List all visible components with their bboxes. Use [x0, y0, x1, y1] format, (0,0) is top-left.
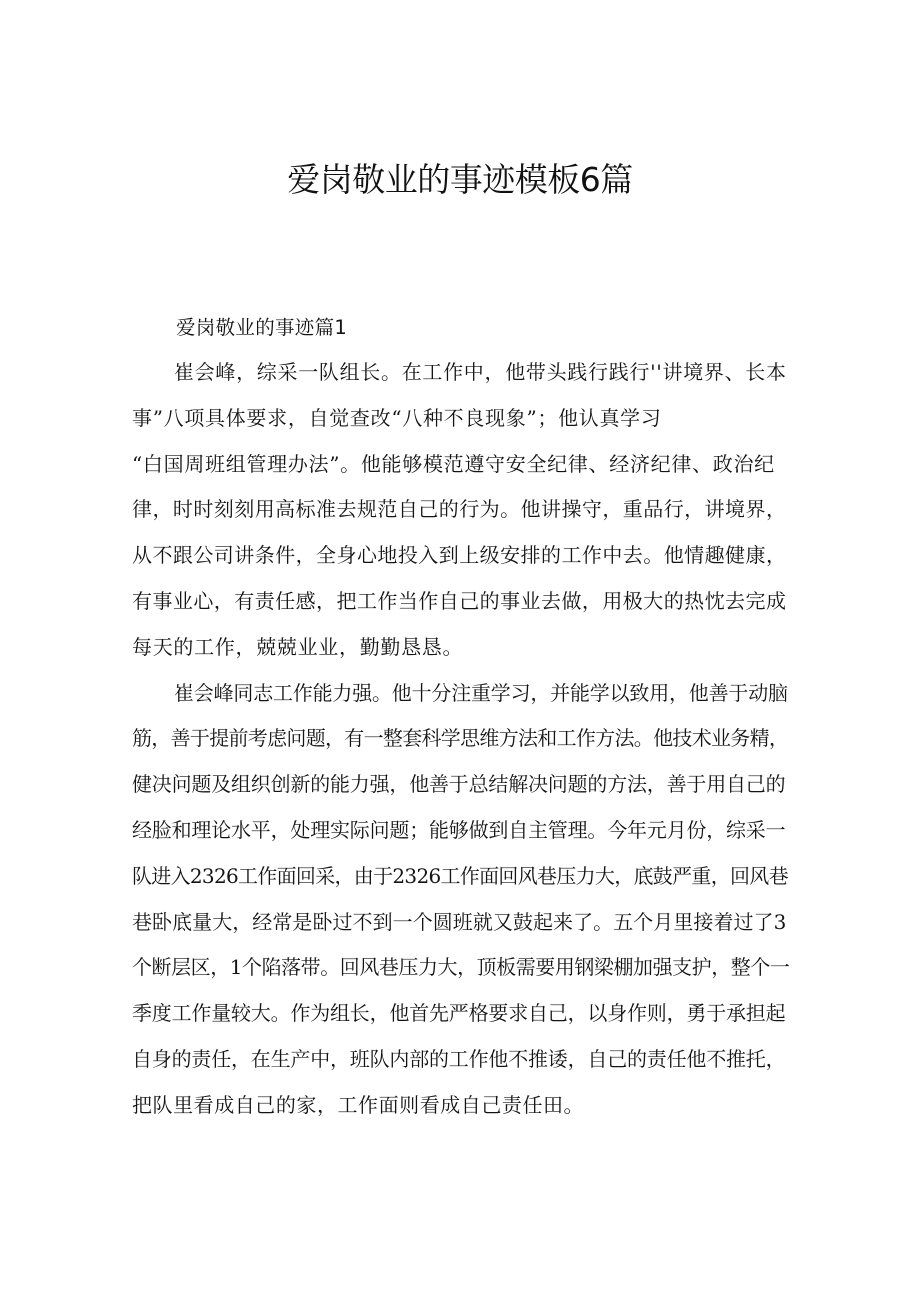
paragraph-line: 季度工作量较大。作为组长，他首先严格要求自己，以身作则，勇于承担起: [132, 1001, 786, 1026]
paragraph-line: 个断层区，1个陷落带。回风巷压力大，顶板需要用钢梁棚加强支护，整个一: [132, 955, 790, 980]
paragraph-line: 经脸和理论水平，处理实际问题；能够做到自主管理。今年元月份，综采一: [132, 817, 786, 842]
document-title: 爱岗敬业的事迹模板6篇: [287, 160, 633, 199]
document-body: [132, 305, 792, 1129]
paragraph-line: 每天的工作，兢兢业业，勤勤恳恳。: [132, 634, 464, 659]
paragraph-line: 健决问题及组织创新的能力强，他善于总结解决问题的方法，善于用自己的: [132, 772, 786, 797]
paragraph-line: 巷卧底量大，经常是卧过不到一个圆班就又鼓起来了。五个月里接着过了3: [132, 909, 787, 934]
paragraph-line: 崔会峰，综采一队组长。在工作中，他带头践行践行''讲境界、长本: [174, 360, 787, 384]
paragraph-line: 崔会峰同志工作能力强。他十分注重学习，并能学以致用，他善于动脑: [174, 680, 788, 705]
paragraph-line: 把队里看成自己的家，工作面则看成自己责任田。: [132, 1092, 585, 1117]
paragraph-line: 有事业心，有责任感，把工作当作自己的事业去做，用极大的热忱去完成: [132, 588, 787, 613]
paragraph-2: [132, 671, 792, 1129]
paragraph-line: “白国周班组管理办法”。他能够模范遵守安全纪律、经济纪律、政治纪: [132, 451, 775, 476]
section-heading: 爱岗敬业的事迹篇1: [176, 316, 348, 339]
paragraph-line: 律，时时刻刻用高标准去规范自己的行为。他讲操守，重品行，讲境界，: [132, 497, 787, 522]
paragraph-line: 队进入2326工作面回采，由于2326工作面回风巷压力大，底鼓严重，回风巷: [132, 863, 788, 888]
paragraph-line: 自身的责任，在生产中，班队内部的工作他不推诿，自己的责任他不推托，: [132, 1046, 786, 1071]
paragraph-line: 从不跟公司讲条件，全身心地投入到上级安排的工作中去。他情趣健康，: [132, 543, 787, 568]
paragraph-1: [132, 350, 792, 671]
paragraph-line: 事”八项具体要求，自觉查改“八种不良现象”；他认真学习: [132, 405, 662, 430]
paragraph-line: 筋，善于提前考虑问题，有一整套科学思维方法和工作方法。他技术业务精，: [132, 726, 789, 751]
